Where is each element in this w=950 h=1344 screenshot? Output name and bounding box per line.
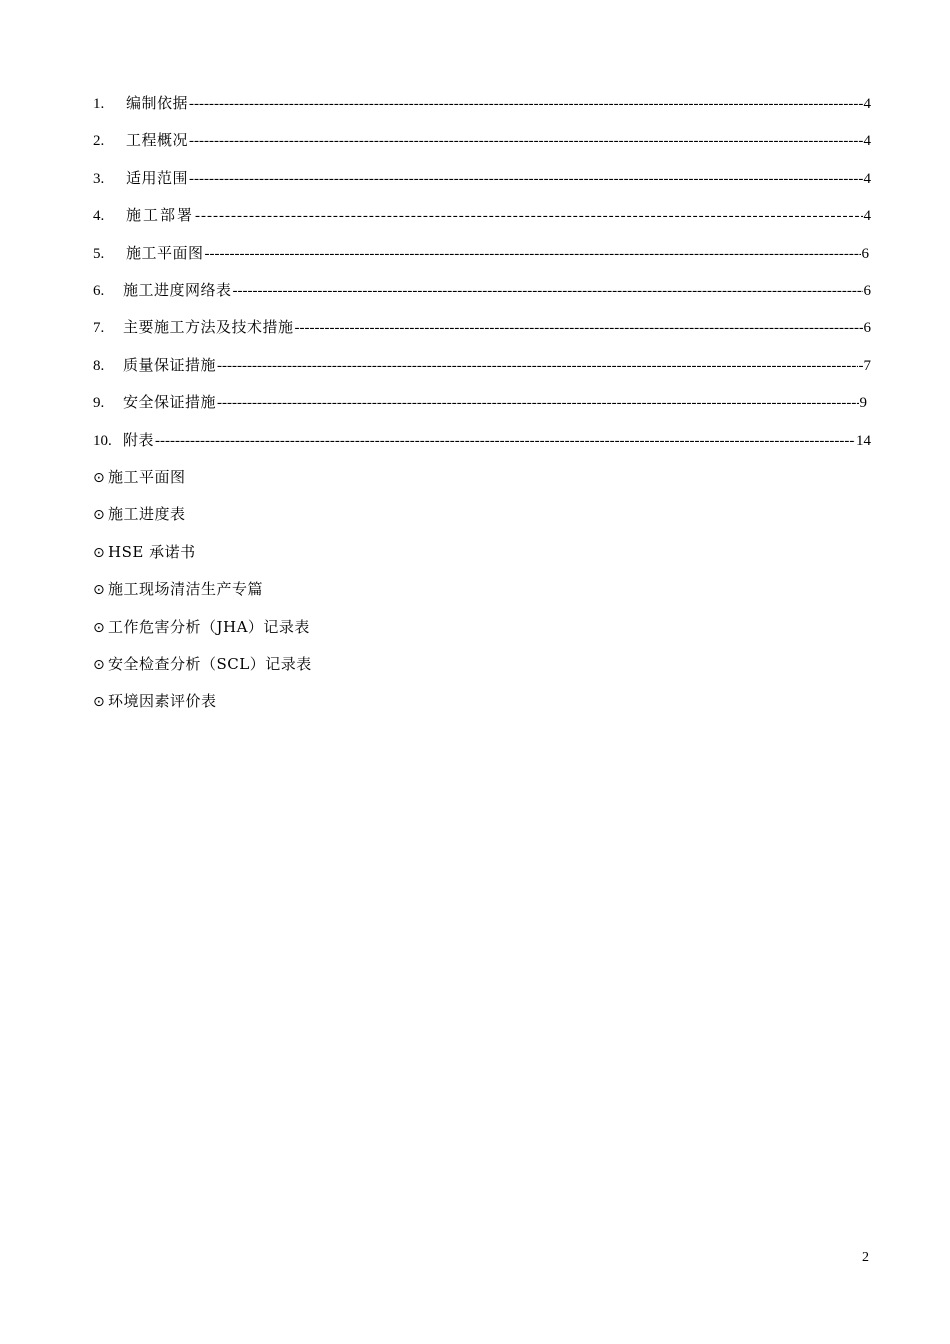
toc-entry-page: 4 [863, 208, 871, 225]
toc-dot-leader [295, 318, 863, 338]
appendix-item [93, 654, 312, 691]
appendix-item-label: 安全检查分析（SCL）记录表 [108, 654, 312, 673]
toc-entry[interactable] [93, 93, 871, 130]
toc-entry-page: 9 [859, 395, 867, 412]
toc-entry-title: 主要施工方法及技术措施 [123, 318, 294, 337]
toc-dot-leader [217, 356, 857, 376]
toc-entry-number: 10. [93, 432, 112, 449]
toc-dot-leader [189, 131, 862, 151]
toc-entry-title: 施工平面图 [126, 243, 204, 262]
toc-entry-title: 附表 [123, 430, 155, 449]
appendix-item-label: HSE 承诺书 [108, 542, 196, 561]
toc-dot-leader [217, 393, 858, 413]
toc-entry-number: 9. [93, 395, 105, 412]
toc-entry[interactable] [93, 317, 871, 354]
appendix-item-label: 施工进度表 [108, 505, 186, 524]
circled-dot-icon: ⊙ [93, 507, 105, 524]
toc-entry-page: -7 [858, 357, 871, 374]
toc-dot-leader [155, 431, 855, 451]
toc-entry[interactable] [93, 243, 871, 280]
toc-entry-number: 1. [93, 96, 105, 112]
appendix-item [93, 467, 312, 504]
toc-entry-number: 3. [93, 170, 105, 187]
circled-dot-icon: ⊙ [93, 619, 105, 636]
appendix-item [93, 579, 312, 616]
appendix-item-label: 环境因素评价表 [108, 692, 217, 711]
toc-entry[interactable] [93, 280, 871, 317]
toc-entry-page: 6 [863, 282, 871, 299]
toc-dot-leader [189, 94, 862, 114]
toc-entry-title: 安全保证措施 [123, 393, 217, 412]
toc-entry-title: 适用范围 [126, 168, 189, 187]
toc-entry[interactable] [93, 205, 871, 242]
appendix-item-label: 施工平面图 [108, 468, 186, 486]
toc-entry-title: 施工部署 [126, 206, 195, 225]
toc-entry-title: 工程概况 [126, 131, 189, 150]
toc-entry-page: 6 [863, 320, 871, 337]
toc-entry-number: 6. [93, 282, 105, 299]
circled-dot-icon: ⊙ [93, 582, 105, 599]
toc-entry-page: 4 [863, 170, 871, 187]
toc-entry-title: 施工进度网络表 [123, 280, 232, 299]
appendix-item [93, 691, 312, 728]
toc-dot-leader [205, 244, 861, 264]
toc-entry-page: 6 [861, 245, 869, 262]
appendix-item-label: 工作危害分析（JHA）记录表 [108, 617, 310, 636]
toc-entry-number: 2. [93, 133, 105, 150]
toc-entry[interactable] [93, 430, 871, 467]
toc-dot-leader [233, 281, 863, 301]
toc-entry-number: 5. [93, 245, 105, 262]
appendix-item [93, 542, 312, 579]
toc-dot-leader [195, 206, 862, 226]
toc-entry[interactable] [93, 130, 871, 167]
toc-entry-number: 8. [93, 357, 105, 374]
page-number: 2 [862, 1250, 869, 1265]
appendix-item [93, 504, 312, 541]
toc-dot-leader [189, 169, 862, 189]
circled-dot-icon: ⊙ [93, 694, 105, 711]
appendix-item-label: 施工现场清洁生产专篇 [108, 580, 264, 599]
toc-entry-title: 编制依据 [126, 94, 189, 112]
table-of-contents [93, 93, 871, 467]
toc-entry[interactable] [93, 168, 871, 205]
toc-entry-page: 4 [863, 133, 871, 150]
appendix-item [93, 617, 312, 654]
toc-entry-page: 4 [863, 96, 871, 112]
circled-dot-icon: ⊙ [93, 470, 105, 486]
toc-entry-title: 质量保证措施 [123, 355, 217, 374]
toc-entry-number: 4. [93, 208, 105, 225]
circled-dot-icon: ⊙ [93, 544, 105, 561]
circled-dot-icon: ⊙ [93, 656, 105, 673]
toc-entry[interactable] [93, 392, 871, 429]
appendix-list [93, 467, 312, 729]
toc-entry-number: 7. [93, 320, 105, 337]
toc-entry-page: 14 [856, 432, 871, 449]
toc-entry[interactable] [93, 355, 871, 392]
